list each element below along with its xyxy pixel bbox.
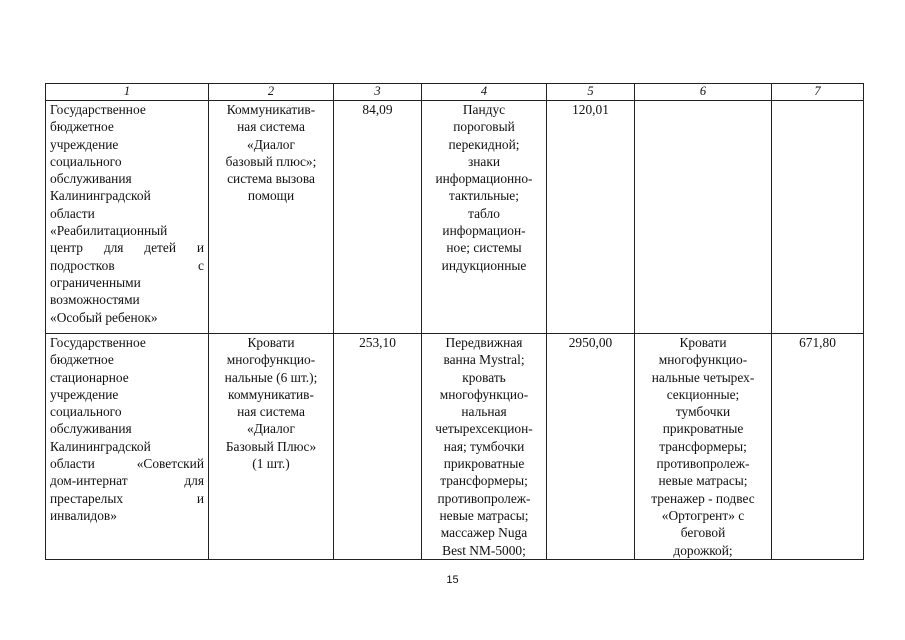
organization-word: подростков: [50, 257, 115, 273]
organization-line: учреждение: [50, 386, 119, 402]
equipment-additional-cell-line: трансформеры;: [659, 438, 747, 454]
organization-line: бюджетное: [50, 119, 114, 135]
equipment-planned-cell: [422, 334, 547, 560]
organization-line: [50, 472, 204, 489]
organization-line: Государственное: [50, 102, 146, 117]
equipment-cell-line: базовый плюс»;: [225, 153, 317, 169]
equipment-cell-line: Коммуникатив-: [226, 102, 316, 117]
equipment-additional-cell: [635, 101, 772, 334]
equipment-planned-cell-line: информацион-: [442, 223, 526, 239]
equipment-planned-cell-line: информационно-: [435, 171, 533, 187]
organization-line: «Реабилитационный: [50, 223, 168, 239]
equipment-additional-cell-line: нальные четырех-: [651, 369, 755, 385]
organization-line: возможностями: [50, 292, 140, 308]
cost-planned-cell: 120,01: [547, 101, 635, 334]
equipment-planned-cell-line: нальная: [461, 404, 507, 420]
equipment-cell-line: система вызова: [227, 171, 315, 187]
organization-word: для: [103, 240, 124, 256]
equipment-additional-cell-line: беговой: [680, 525, 726, 541]
equipment-additional-cell-line: дорожкой;: [673, 542, 733, 558]
equipment-planned-cell-line: противопролеж-: [437, 490, 531, 506]
equipment-planned-cell-line: массажер Nuga: [440, 525, 528, 541]
equipment-cell-line: ная система: [237, 119, 305, 135]
organization-line: ограниченными: [50, 274, 141, 290]
equipment-planned-cell-line: Передвижная: [445, 335, 523, 350]
equipment-cell: [209, 101, 334, 334]
column-header-3: 3: [334, 84, 422, 101]
equipment-planned-cell-line: ное; системы: [446, 240, 522, 256]
equipment-planned-cell-line: перекидной;: [448, 136, 520, 152]
equipment-planned-cell-line: кровать: [462, 369, 506, 385]
column-header-1: 1: [46, 84, 209, 101]
equipment-cell-line: коммуникатив-: [228, 386, 314, 402]
page-number: 15: [446, 574, 459, 586]
organization-line: бюджетное: [50, 352, 114, 368]
equipment-planned-cell-line: четырехсекцион-: [435, 421, 533, 437]
organization-line: стационарное: [50, 369, 129, 385]
column-header-7: 7: [772, 84, 864, 101]
column-header-6: 6: [635, 84, 772, 101]
table-row: [46, 101, 864, 334]
organization-word: престарелых: [50, 490, 124, 506]
organization-line: социального: [50, 404, 122, 420]
equipment-cell-line: Кровати: [247, 335, 295, 350]
organization-line: обслуживания: [50, 421, 132, 437]
equipment-planned-cell-line: пороговый: [453, 119, 515, 135]
organization-word: центр: [50, 240, 83, 256]
organization-word: области: [50, 456, 95, 472]
equipment-cell-line: (1 шт.): [252, 456, 290, 472]
organization-word: дом-интернат: [50, 473, 128, 489]
equipment-additional-cell-line: прикроватные: [662, 421, 744, 437]
equipment-cell-line: помощи: [247, 188, 295, 204]
equipment-planned-cell-line: трансформеры;: [440, 473, 528, 489]
equipment-planned-cell-line: индукционные: [441, 257, 527, 273]
equipment-additional-cell-line: невые матрасы;: [658, 473, 748, 489]
equipment-planned-cell-line: невые матрасы;: [439, 507, 529, 523]
organization-line: инвалидов»: [50, 507, 117, 523]
column-header-2: 2: [209, 84, 334, 101]
organization-word: «Советский: [136, 456, 204, 472]
equipment-planned-cell-line: табло: [468, 205, 500, 221]
column-header-5: 5: [547, 84, 635, 101]
organization-line: обслуживания: [50, 171, 132, 187]
equipment-planned-cell-line: тактильные;: [449, 188, 519, 204]
equipment-additional-cell-line: Кровати: [679, 335, 727, 350]
equipment-cell-line: многофункцио-: [226, 352, 316, 368]
organization-line: учреждение: [50, 136, 119, 152]
cost-cell: 84,09: [334, 101, 422, 334]
organization-cell: [46, 101, 209, 334]
cost-additional-cell: [772, 101, 864, 334]
organization-line: [50, 257, 204, 274]
table-row: [46, 334, 864, 560]
equipment-additional-cell: [635, 334, 772, 560]
organization-line: [50, 239, 204, 256]
equipment-cell: [209, 334, 334, 560]
equipment-planned-cell-line: ванна Mystral;: [443, 352, 525, 368]
equipment-additional-cell-line: противопролеж-: [656, 456, 750, 472]
equipment-additional-cell-line: тренажер - подвес: [651, 490, 755, 506]
organization-cell: [46, 334, 209, 560]
organization-line: [50, 490, 204, 507]
data-table: [45, 83, 864, 560]
organization-word: и: [196, 490, 204, 506]
organization-line: области: [50, 205, 95, 221]
equipment-cell-line: «Диалог: [247, 421, 295, 437]
equipment-planned-cell-line: Пандус: [462, 102, 506, 117]
equipment-planned-cell-line: прикроватные: [443, 456, 525, 472]
equipment-planned-cell-line: Best NM-5000;: [442, 542, 526, 558]
organization-line: Калининградской: [50, 438, 151, 454]
organization-line: «Особый ребенок»: [50, 309, 158, 325]
column-header-4: 4: [422, 84, 547, 101]
cost-additional-cell: 671,80: [772, 334, 864, 560]
organization-line: Государственное: [50, 335, 146, 350]
equipment-planned-cell-line: многофункцио-: [439, 386, 529, 402]
header-row: [46, 84, 864, 101]
equipment-cell-line: нальные (6 шт.);: [224, 369, 318, 385]
organization-word: и: [196, 240, 204, 256]
equipment-additional-cell-line: «Ортогрент» с: [661, 507, 745, 523]
equipment-planned-cell-line: знаки: [467, 153, 501, 169]
organization-line: социального: [50, 153, 122, 169]
organization-word: для: [184, 473, 204, 489]
organization-word: с: [198, 257, 204, 273]
equipment-additional-cell-line: тумбочки: [675, 404, 731, 420]
equipment-cell-line: Базовый Плюс»: [225, 438, 317, 454]
equipment-cell-line: ная система: [237, 404, 305, 420]
equipment-additional-cell-line: многофункцио-: [658, 352, 748, 368]
cost-planned-cell: 2950,00: [547, 334, 635, 560]
organization-line: [50, 455, 204, 472]
equipment-additional-cell-line: секционные;: [666, 386, 740, 402]
organization-word: детей: [144, 240, 176, 256]
equipment-cell-line: «Диалог: [247, 136, 295, 152]
cost-cell: 253,10: [334, 334, 422, 560]
organization-line: Калининградской: [50, 188, 151, 204]
equipment-planned-cell: [422, 101, 547, 334]
equipment-planned-cell-line: ная; тумбочки: [443, 438, 525, 454]
